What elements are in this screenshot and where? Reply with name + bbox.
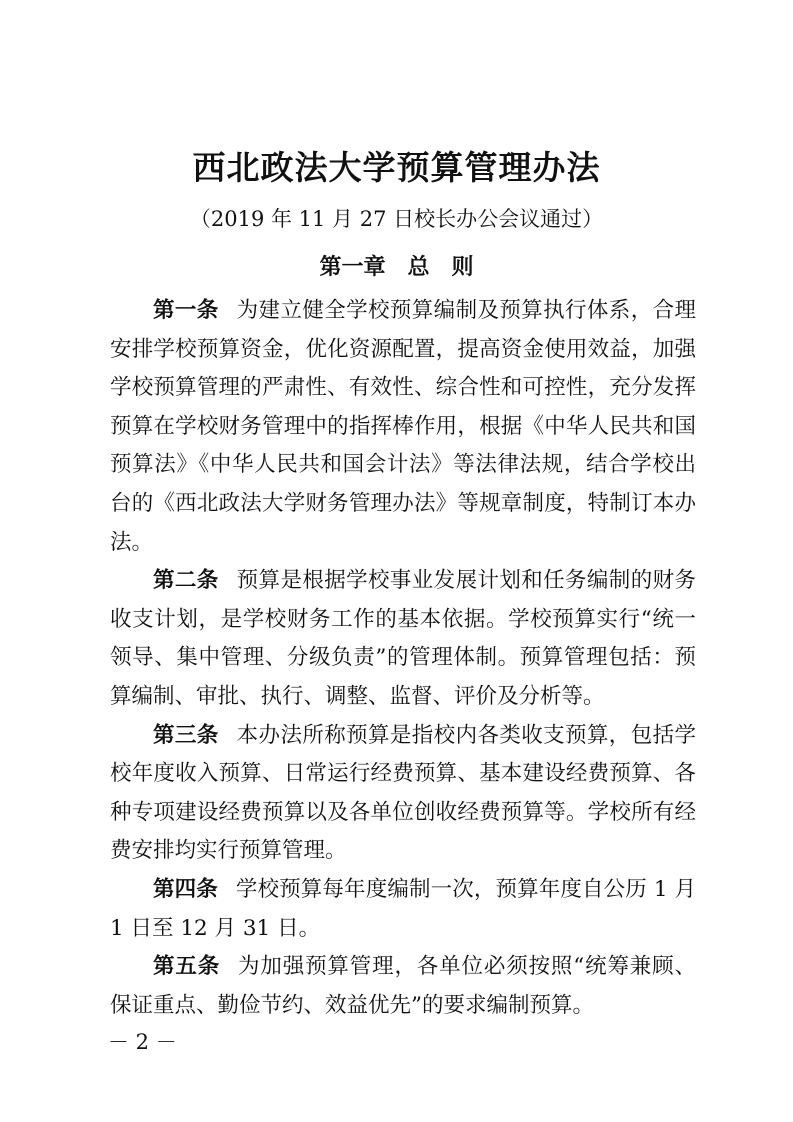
article-text: 为加强预算管理，各单位必须按照“统筹兼顾、保证重点、勤俭节约、效益优先”的要求编制预算。 xyxy=(110,954,696,1018)
article-1 xyxy=(110,292,696,562)
document-body xyxy=(110,292,696,1025)
document-title: 西北政法大学预算管理办法 xyxy=(192,148,601,187)
article-text: 学校预算每年度编制一次，预算年度自公历 1 月 1 日至 12 月 31 日。 xyxy=(110,876,696,941)
page-number: － 2 － xyxy=(108,1030,177,1054)
article-number: 第五条 xyxy=(153,954,221,980)
article-5 xyxy=(110,948,696,1025)
article-4 xyxy=(110,871,696,948)
document-subtitle: （2019 年 11 月 27 日校长办公会议通过） xyxy=(189,207,604,231)
chapter-heading: 第一章 总 则 xyxy=(319,254,474,280)
article-number: 第三条 xyxy=(153,722,219,748)
article-number: 第二条 xyxy=(153,568,219,594)
article-3 xyxy=(110,717,696,871)
article-text: 为建立健全学校预算编制及预算执行体系，合理安排学校预算资金，优化资源配置，提高资金使用效益，加强学校预算管理的严肃性、有效性、综合性和可控性，充分发挥预算在学校财务管理中的指挥棒作用，根据《中华人民共和国预算法》《中华人民共和国会计法》等法律法规，结合学校出台的《西北政法大学财务管理办法》等规章制度，特制订本办法。 xyxy=(110,298,696,555)
article-number: 第一条 xyxy=(153,298,219,323)
article-number: 第四条 xyxy=(153,876,218,902)
article-text: 预算是根据学校事业发展计划和任务编制的财务收支计划，是学校财务工作的基本依据。学校预算实行“统一领导、集中管理、分级负责”的管理体制。预算管理包括：预算编制、审批、执行、调整、监督、评价及分析等。 xyxy=(110,568,696,709)
article-2 xyxy=(110,562,696,716)
article-text: 本办法所称预算是指校内各类收支预算，包括学校年度收入预算、日常运行经费预算、基本建设经费预算、各种专项建设经费预算以及各单位创收经费预算等。学校所有经费安排均实行预算管理。 xyxy=(110,722,696,864)
